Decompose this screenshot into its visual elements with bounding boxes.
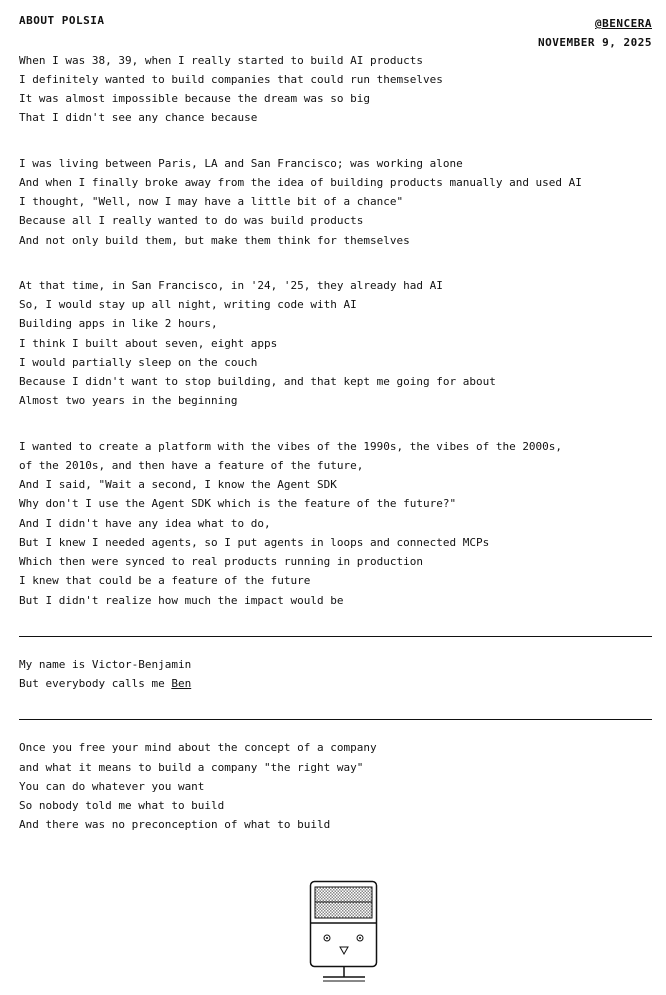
text-line: That I didn't see any chance because [19,111,258,124]
text-line: Because all I really wanted to do was build products [19,214,364,227]
section-divider [19,636,652,637]
text-line: Building apps in like 2 hours, [19,317,218,330]
section-divider [19,719,652,720]
text-line: of the 2010s, and then have a feature of the future, [19,459,364,472]
post-date: NOVEMBER 9, 2025 [538,36,652,49]
text-line: I think I built about seven, eight apps [19,337,278,350]
text-line: And when I finally broke away from the idea of building products manually and used AI [19,176,582,189]
text-line: So, I would stay up all night, writing code with AI [19,298,357,311]
page-title: ABOUT POLSIA [19,14,105,27]
text-line: I thought, "Well, now I may have a little bit of a chance" [19,195,404,208]
intro-line: My name is Victor-Benjamin [19,658,192,671]
text-line: So nobody told me what to build [19,799,225,812]
ben-link[interactable]: Ben [171,677,192,690]
text-line: And I said, "Wait a second, I know the Agent SDK [19,478,337,491]
text-line: And not only build them, but make them think for themselves [19,234,410,247]
text-line: I was living between Paris, LA and San Francisco; was working alone [19,157,463,170]
intro-text: But everybody calls me [19,677,172,690]
text-line: And there was no preconception of what to build [19,818,331,831]
robot-mascot-icon [309,880,379,985]
text-line: Because I didn't want to stop building, and that kept me going for about [19,375,496,388]
text-line: and what it means to build a company "the right way" [19,761,364,774]
text-line: And I didn't have any idea what to do, [19,517,271,530]
text-line: But I didn't realize how much the impact would be [19,594,344,607]
author-meta [538,14,652,52]
text-line: Almost two years in the beginning [19,394,238,407]
intro-line [19,674,191,693]
text-line: You can do whatever you want [19,780,205,793]
text-line: I wanted to create a platform with the vibes of the 1990s, the vibes of the 2000s, [19,440,563,453]
text-line: Why don't I use the Agent SDK which is the feature of the future?" [19,497,457,510]
text-line: When I was 38, 39, when I really started to build AI products [19,54,423,67]
text-line: I knew that could be a feature of the future [19,574,311,587]
author-handle-link[interactable]: @BENCERA [595,17,652,30]
text-line: It was almost impossible because the dream was so big [19,92,370,105]
text-line: I would partially sleep on the couch [19,356,258,369]
text-line: At that time, in San Francisco, in '24, '25, they already had AI [19,279,443,292]
text-line: Once you free your mind about the concept of a company [19,741,377,754]
text-line: But I knew I needed agents, so I put agents in loops and connected MCPs [19,536,490,549]
text-line: I definitely wanted to build companies that could run themselves [19,73,443,86]
text-line: Which then were synced to real products running in production [19,555,423,568]
